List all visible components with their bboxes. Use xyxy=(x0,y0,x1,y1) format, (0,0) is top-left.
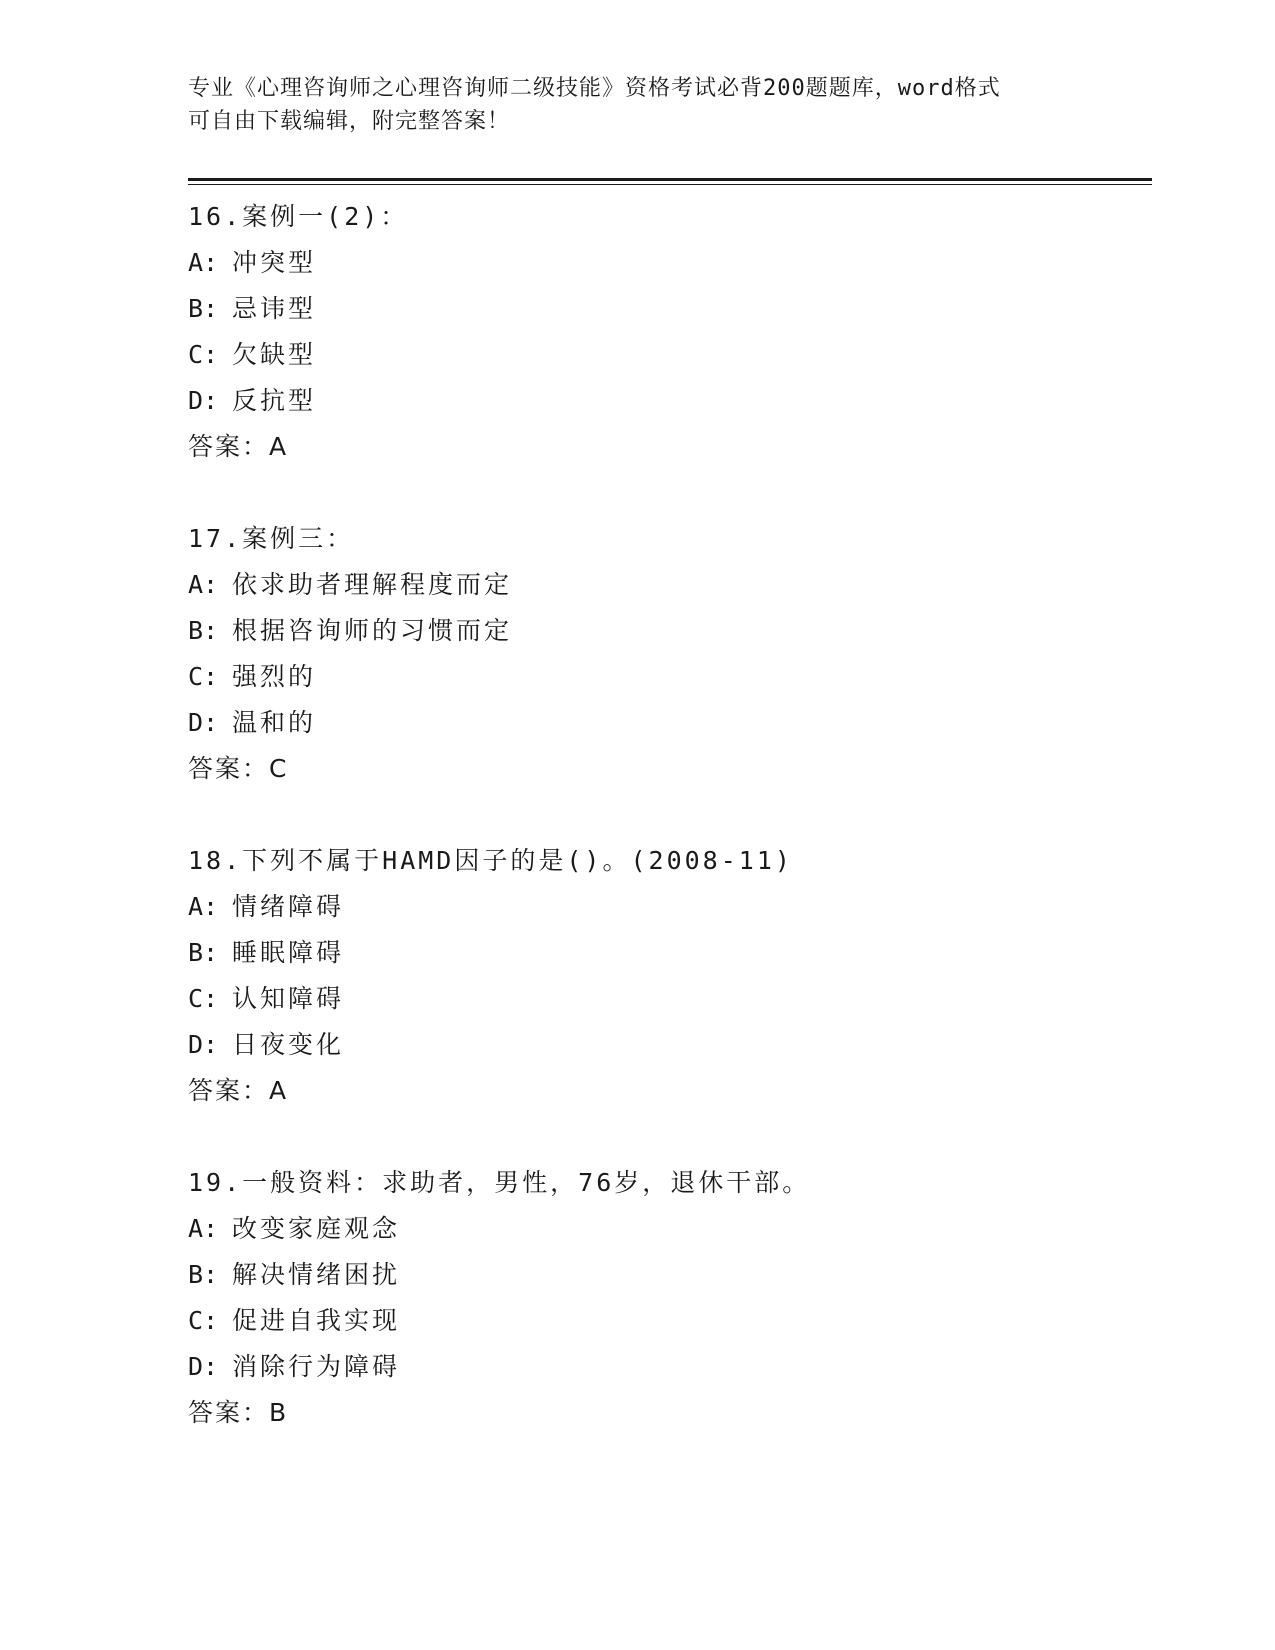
option-text: 认知障碍 xyxy=(232,984,345,1013)
option-c xyxy=(188,332,1148,378)
header-divider-thin xyxy=(188,184,1152,185)
option-key: A: xyxy=(188,1214,219,1243)
option-key: D: xyxy=(188,386,219,415)
answer-line: 答案：A xyxy=(188,432,289,461)
option-d xyxy=(188,700,1148,746)
option-text: 反抗型 xyxy=(232,386,317,415)
option-key: B: xyxy=(188,616,219,645)
question-stem: 18.下列不属于HAMD因子的是()。(2008-11) xyxy=(188,846,793,875)
question-stem: 17.案例三： xyxy=(188,524,355,553)
option-text: 欠缺型 xyxy=(232,340,317,369)
option-key: B: xyxy=(188,1260,219,1289)
option-text: 日夜变化 xyxy=(232,1030,345,1059)
option-d xyxy=(188,1344,1148,1390)
option-text: 改变家庭观念 xyxy=(232,1214,401,1243)
option-key: C: xyxy=(188,340,219,369)
option-key: B: xyxy=(188,294,219,323)
option-text: 消除行为障碍 xyxy=(232,1352,401,1381)
option-c xyxy=(188,976,1148,1022)
option-key: A: xyxy=(188,892,219,921)
option-key: A: xyxy=(188,570,219,599)
option-key: A: xyxy=(188,248,219,277)
option-text: 温和的 xyxy=(232,708,317,737)
answer-line: 答案：C xyxy=(188,754,289,783)
option-a xyxy=(188,884,1148,930)
answer-line: 答案：B xyxy=(188,1398,289,1427)
option-d xyxy=(188,378,1148,424)
document-header xyxy=(188,72,1088,138)
option-text: 依求助者理解程度而定 xyxy=(232,570,513,599)
option-key: C: xyxy=(188,984,219,1013)
option-text: 情绪障碍 xyxy=(232,892,345,921)
option-text: 忌讳型 xyxy=(232,294,317,323)
option-a xyxy=(188,240,1148,286)
option-text: 冲突型 xyxy=(232,248,317,277)
option-key: C: xyxy=(188,662,219,691)
option-text: 根据咨询师的习惯而定 xyxy=(232,616,513,645)
option-c xyxy=(188,654,1148,700)
option-key: D: xyxy=(188,708,219,737)
option-b xyxy=(188,1252,1148,1298)
option-text: 促进自我实现 xyxy=(232,1306,401,1335)
option-c xyxy=(188,1298,1148,1344)
question-16 xyxy=(188,194,1148,470)
header-line-1: 专业《心理咨询师之心理咨询师二级技能》资格考试必背200题题库，word格式 xyxy=(188,76,1001,101)
question-stem: 19.一般资料：求助者，男性，76岁，退休干部。 xyxy=(188,1168,811,1197)
option-key: D: xyxy=(188,1352,219,1381)
option-b xyxy=(188,608,1148,654)
option-a xyxy=(188,562,1148,608)
option-key: D: xyxy=(188,1030,219,1059)
question-stem: 16.案例一(2)： xyxy=(188,202,409,231)
question-17 xyxy=(188,516,1148,792)
option-text: 强烈的 xyxy=(232,662,317,691)
option-key: B: xyxy=(188,938,219,967)
option-a xyxy=(188,1206,1148,1252)
question-18 xyxy=(188,838,1148,1114)
option-key: C: xyxy=(188,1306,219,1335)
question-19 xyxy=(188,1160,1148,1436)
header-divider-thick xyxy=(188,178,1152,181)
answer-line: 答案：A xyxy=(188,1076,289,1105)
header-line-2: 可自由下载编辑，附完整答案！ xyxy=(188,109,511,134)
option-text: 解决情绪困扰 xyxy=(232,1260,401,1289)
question-list xyxy=(188,194,1148,1482)
option-d xyxy=(188,1022,1148,1068)
option-text: 睡眠障碍 xyxy=(232,938,345,967)
option-b xyxy=(188,286,1148,332)
option-b xyxy=(188,930,1148,976)
